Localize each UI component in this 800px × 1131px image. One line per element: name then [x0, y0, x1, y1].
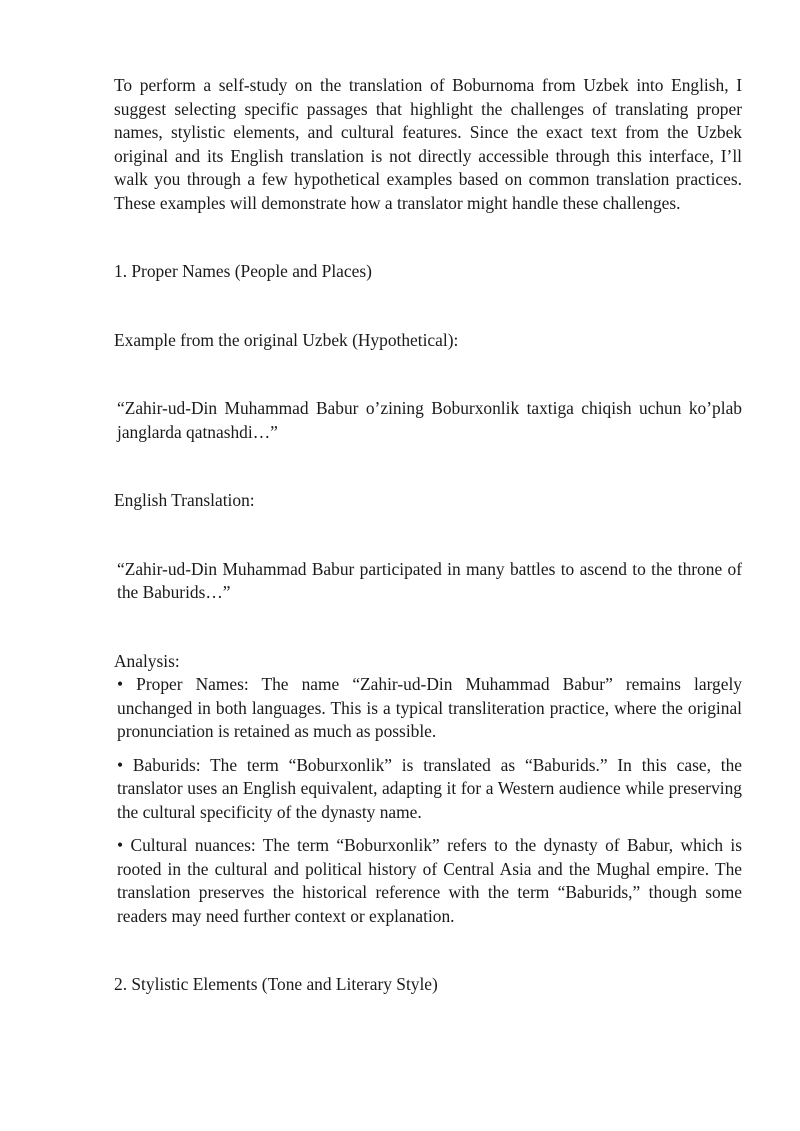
example-label: Example from the original Uzbek (Hypothetical): [114, 329, 459, 350]
document-page [114, 74, 742, 997]
analysis-point-proper-names: • Proper Names: The name “Zahir-ud-Din Muhammad Babur” remains largely unchanged in both languages. This is a typical transliteration practice, where the original pronunciation is retained as much as possible. [117, 674, 742, 741]
intro-paragraph: To perform a self-study on the translation of Boburnoma from Uzbek into English, I suggest selecting specific passages that highlight the challenges of translating proper names, stylistic elements, and cultural features. Since the exact text from the Uzbek original and its English translation is not directly accessible through this interface, I’ll walk you through a few hypothetical examples based on common translation practices. These examples will demonstrate how a translator might handle these challenges. [114, 75, 742, 213]
english-quote: “Zahir-ud-Din Muhammad Babur participated in many battles to ascend to the throne of the Baburids…” [117, 558, 742, 602]
analysis-label: Analysis: [114, 650, 180, 671]
section-heading-proper-names: 1. Proper Names (People and Places) [114, 261, 372, 281]
english-translation-label: English Translation: [114, 490, 255, 510]
uzbek-quote: “Zahir-ud-Din Muhammad Babur o’zining Boburxonlik taxtiga chiqish uchun ko’plab janglarda qatnashdi…” [117, 398, 742, 442]
analysis-point-baburids: • Baburids: The term “Boburxonlik” is translated as “Baburids.” In this case, the translator uses an English equivalent, adapting it for a Western audience while preserving the cultural specificity of the dynasty name. [117, 754, 742, 822]
analysis-point-cultural-nuances: • Cultural nuances: The term “Boburxonlik” refers to the dynasty of Babur, which is rooted in the cultural and political history of Central Asia and the Mughal empire. The translation preserves the historical reference with the term “Baburids,” though some readers may need further context or explanation. [117, 835, 742, 926]
section-heading-stylistic-elements: 2. Stylistic Elements (Tone and Literary Style) [114, 974, 438, 994]
